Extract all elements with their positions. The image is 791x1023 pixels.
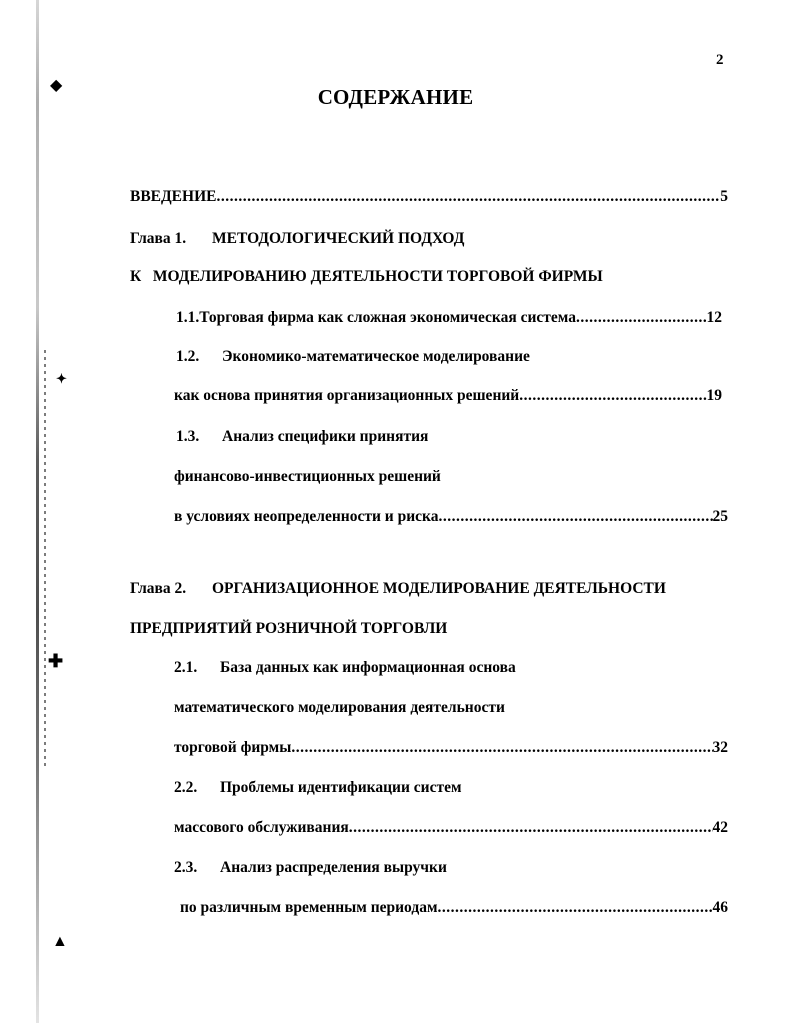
toc-entry-intro[interactable] — [130, 186, 728, 208]
section-title-cont: в условиях неопределенности и риска — [174, 508, 439, 525]
dot-leader — [576, 307, 707, 329]
section-number: 1.1. — [176, 309, 200, 326]
chapter-1-heading[interactable] — [130, 228, 464, 250]
scan-mark-icon: ✦ — [56, 371, 67, 386]
chapter-title: К МОДЕЛИРОВАНИЮ ДЕЯТЕЛЬНОСТИ ТОРГОВОЙ ФИРМЫ — [130, 268, 603, 285]
dot-leader — [438, 897, 713, 919]
toc-entry-1-2-cont[interactable] — [174, 385, 722, 407]
section-title: Анализ специфики принятия — [222, 428, 429, 445]
toc-entry-1-2[interactable] — [176, 346, 530, 368]
toc-page-number: 12 — [706, 309, 722, 326]
page-number: 2 — [716, 52, 724, 68]
toc-page-number: 5 — [720, 188, 728, 205]
section-title-cont: по различным временным периодам — [180, 899, 438, 916]
chapter-2-heading[interactable] — [130, 578, 666, 600]
chapter-2-heading-cont — [130, 618, 447, 640]
section-title: База данных как информационная основа — [220, 659, 516, 676]
chapter-label: Глава 1. — [130, 230, 187, 247]
section-title-cont: как основа принятия организационных решений — [174, 387, 520, 404]
scan-mark-icon: ▲ — [52, 933, 68, 950]
section-number: 2.3. — [174, 859, 198, 876]
toc-entry-1-1[interactable] — [176, 307, 722, 329]
section-number: 2.1. — [174, 659, 198, 676]
dot-leader — [349, 817, 713, 839]
section-number: 1.3. — [176, 428, 200, 445]
chapter-title: ПРЕДПРИЯТИЙ РОЗНИЧНОЙ ТОРГОВЛИ — [130, 620, 448, 637]
toc-entry-2-1-cont — [174, 697, 505, 719]
toc-entry-2-1[interactable] — [174, 657, 516, 679]
toc-page-number: 32 — [712, 739, 728, 756]
toc-entry-1-3-cont[interactable] — [174, 506, 728, 528]
page-title: СОДЕРЖАНИЕ — [317, 85, 474, 109]
toc-page-number: 19 — [706, 387, 722, 404]
scan-mark-icon: ✚ — [48, 651, 64, 671]
section-number: 1.2. — [176, 348, 200, 365]
scan-mark-icon: ◆ — [50, 77, 63, 94]
chapter-1-heading-cont — [130, 266, 603, 288]
section-title: Проблемы идентификации систем — [220, 779, 462, 796]
toc-entry-1-3[interactable] — [176, 426, 428, 448]
chapter-label: Глава 2. — [130, 580, 187, 597]
section-title: Экономико-математическое моделирование — [222, 348, 530, 365]
toc-entry-2-2[interactable] — [174, 777, 462, 799]
toc-entry-2-3[interactable] — [174, 857, 447, 879]
section-title-cont: массового обслуживания — [174, 819, 349, 836]
section-number: 2.2. — [174, 779, 198, 796]
chapter-title: ОРГАНИЗАЦИОННОЕ МОДЕЛИРОВАНИЕ ДЕЯТЕЛЬНОСТИ — [212, 580, 666, 597]
toc-entry-2-3-cont[interactable] — [180, 897, 728, 919]
toc-entry-2-2-cont[interactable] — [174, 817, 728, 839]
dot-leader — [291, 737, 712, 759]
scan-edge-line — [36, 0, 39, 1023]
toc-page-number: 46 — [712, 899, 728, 916]
toc-page-number: 42 — [712, 819, 728, 836]
section-title-cont: математического моделирования деятельности — [174, 699, 505, 716]
section-title: Анализ распределения выручки — [220, 859, 447, 876]
chapter-title: МЕТОДОЛОГИЧЕСКИЙ ПОДХОД — [212, 230, 465, 247]
dot-leader — [438, 506, 712, 528]
toc-entry-text: ВВЕДЕНИЕ — [130, 188, 217, 205]
dot-leader — [216, 186, 720, 208]
toc-entry-2-1-cont[interactable] — [174, 737, 728, 759]
toc-page-number: 25 — [712, 508, 728, 525]
dot-leader — [519, 385, 706, 407]
section-title-cont: финансово-инвестиционных решений — [174, 468, 441, 485]
section-title-cont: торговой фирмы — [174, 739, 292, 756]
section-title: Торговая фирма как сложная экономическая система — [199, 309, 576, 326]
toc-entry-1-3-cont — [174, 466, 441, 488]
scan-edge-noise — [44, 350, 46, 770]
